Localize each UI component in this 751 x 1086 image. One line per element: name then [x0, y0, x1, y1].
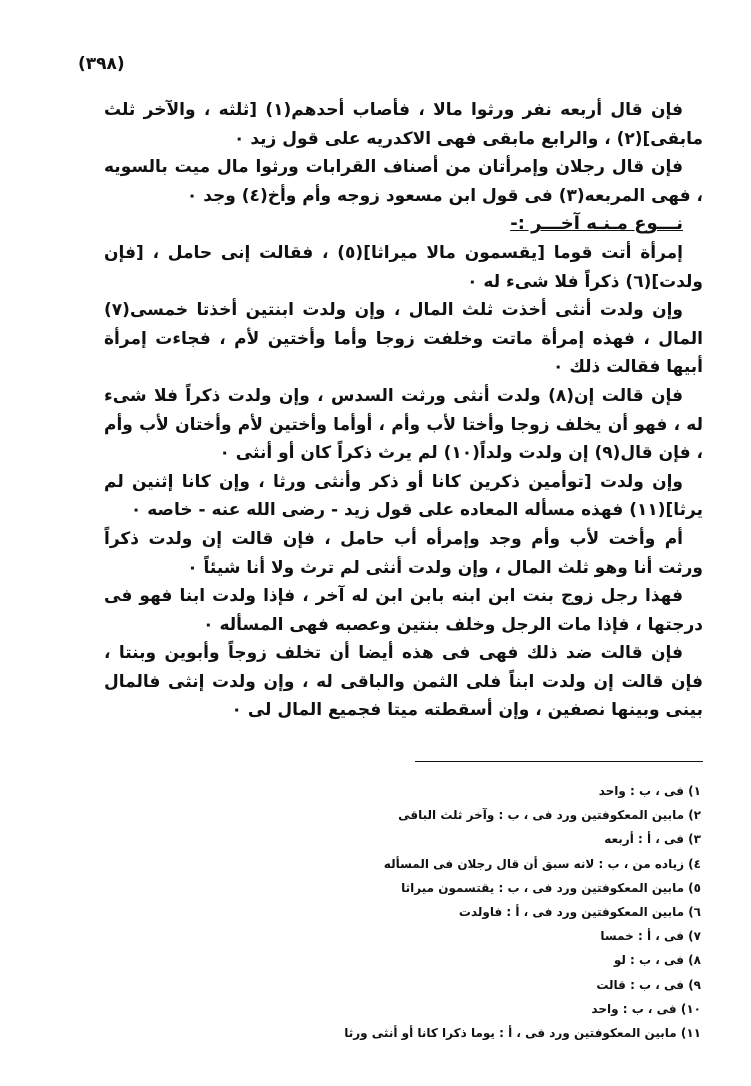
- paragraph: فإن قال رجلان وإمرأتان من أصناف القرابات ورثوا مال ميت بالسويه ، فهى المربعه(٣) فى قول ابن مسعود زوجه وأم وأخ(٤) وجد ٠: [104, 157, 703, 206]
- footnote: ٢) مابين المعكوفتين ورد فى ، ب : وآخر ثلث الباقى: [398, 808, 701, 823]
- paragraph: فإن قالت إن(٨) ولدت أنثى ورثت السدس ، وإن ولدت ذكراً فلا شىء له ، فهو أن يخلف زوجا وأختا لأب وأم ، أوأما وأختين لأم وأختان لأب وأم ، فإن قال(٩) إن ولدت ولداً(١٠) لم يرث ذكراً كان أو أنثى ٠: [104, 385, 703, 464]
- footnote: ٩) فى ، ب : قالت: [596, 977, 701, 992]
- section-heading: نـــوع مـنـه آخـــر :-: [510, 213, 683, 235]
- page-number: (٣٩٨): [78, 54, 125, 74]
- footnote: ٧) فى ، أ : خمسا: [600, 929, 701, 944]
- paragraph: فهذا رجل زوج بنت ابن ابنه بابن ابن له آخر ، فإذا ولدت ابنا فهو فى درجتها ، فإذا مات الرجل وخلف بنتين وعصبه فهى المسأله ٠: [104, 586, 703, 635]
- paragraph: أم وأخت لأب وأم وجد وإمرأه أب حامل ، فإن قالت إن ولدت ذكراً ورثت أنا وهو ثلث المال ، وإن ولدت أنثى لم ترث ولا أنا شيئاً ٠: [104, 528, 703, 578]
- paragraph: وإن ولدت [توأمين ذكرين كانا أو ذكر وأنثى ورثا ، وإن كانا إثنين لم يرثا](١١) فهذه مسأله المعاده على قول زيد - رضى الله عنه - خاصه ٠: [104, 471, 703, 521]
- footnote: ٦) مابين المعكوفتين ورد فى ، أ : فاولدت: [458, 905, 701, 920]
- paragraph: إمرأة أتت قوما [يقسمون مالا ميراثا](٥) ، فقالت إنى حامل ، [فإن ولدت](٦) ذكراً فلا شىء له ٠: [104, 242, 703, 292]
- paragraph: وإن ولدت أنثى أخذت ثلث المال ، وإن ولدت ابنتين أخذتا خمسى(٧) المال ، فهذه إمرأة ماتت وخلفت زوجا وأما وأختين لأم ، فجاءت إمرأة أبيها فقالت ذلك ٠: [104, 300, 703, 378]
- paragraph: فإن قالت ضد ذلك فهى فى هذه أيضا أن تخلف زوجاً وأبوين وبنتا ، فإن قالت إن ولدت ابناً فلى الثمن والباقى له ، وإن ولدت إنثى فالمال بينى وبينها نصفين ، وإن أسقطته ميتا فجميع المال لى ٠: [104, 643, 703, 721]
- footnotes-list: [241, 779, 701, 1045]
- footnote: ٣) فى ، أ : أربعه: [604, 832, 701, 847]
- paragraph: فإن قال أربعه نفر ورثوا مالا ، فأصاب أحدهم(١) [ثلثه ، والآخر ثلث مابقى](٢) ، والرابع مابقى فهى الاكدريه على قول زيد ٠: [104, 100, 703, 149]
- main-text: [104, 96, 703, 725]
- footnote: ١٠) فى ، ب : واحد: [591, 1001, 701, 1016]
- footnote-divider: [415, 761, 703, 762]
- footnote: ٤) زياده من ، ب : لانه سبق أن قال رجلان فى المسأله: [383, 856, 701, 871]
- footnote: ١) فى ، ب : واحد: [598, 784, 701, 798]
- footnote: ١١) مابين المعكوفتين ورد فى ، أ : يوما ذكرا كانا أو أنثى ورثا: [344, 1026, 701, 1041]
- footnote: ٥) مابين المعكوفتين ورد فى ، ب : يقتسمون ميراثا: [401, 880, 701, 895]
- footnote: ٨) فى ، ب : لو: [613, 953, 701, 968]
